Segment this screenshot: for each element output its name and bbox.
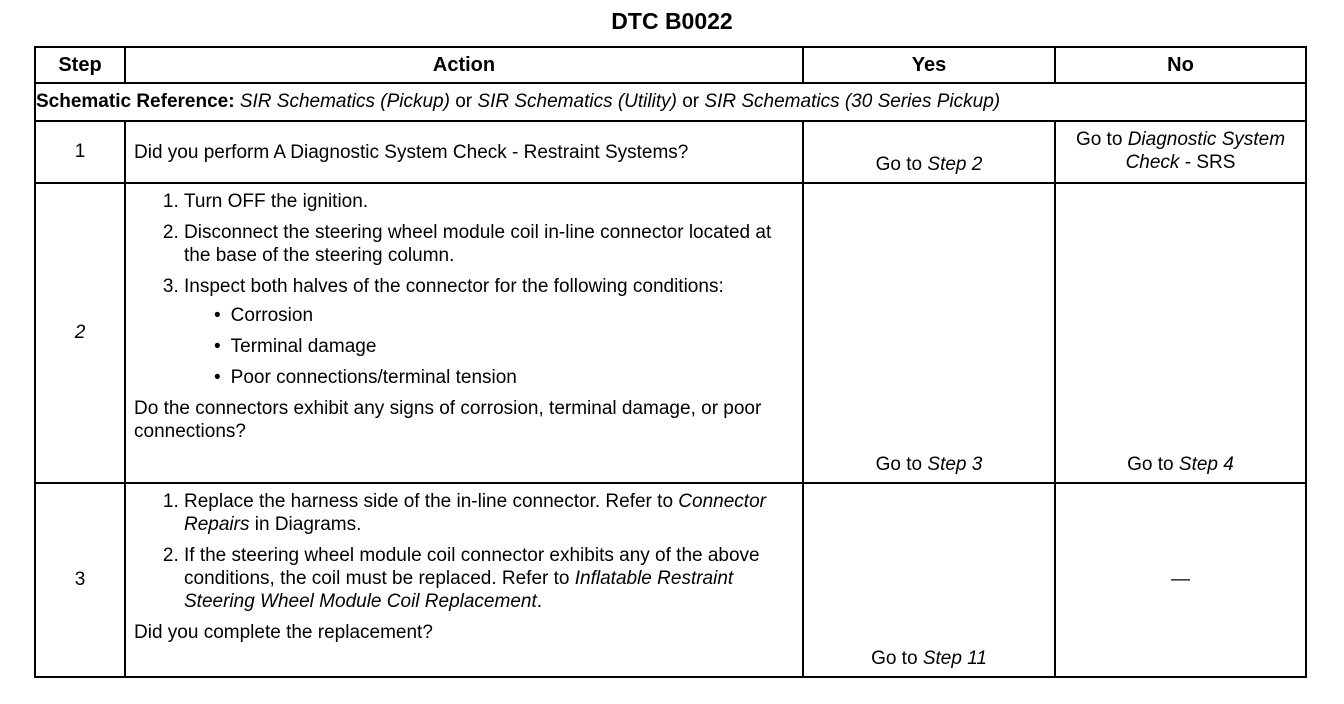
list-item: • Terminal damage: [214, 335, 794, 358]
list-item-text: If the steering wheel module coil connector exhibits any of the above conditions, the coil must be replaced. Refer to: [184, 545, 760, 589]
header-no: No: [1055, 47, 1306, 83]
step-number: 1: [35, 121, 125, 183]
list-item-text: Replace the harness side of the in-line connector. Refer to: [184, 491, 674, 512]
no-target: Step 4: [1178, 454, 1234, 475]
step-question: Do the connectors exhibit any signs of corrosion, terminal damage, or poor connections?: [134, 398, 762, 442]
list-item: 1. Turn OFF the ignition.: [184, 190, 794, 213]
schematic-or: or: [682, 91, 700, 112]
action-list: [134, 190, 794, 389]
reference-link: Connector Repairs: [184, 491, 766, 535]
schematic-reference: [35, 83, 1306, 121]
yes-prefix: Go to: [875, 454, 923, 475]
no-dash: —: [1171, 569, 1190, 590]
yes-cell: [803, 183, 1055, 483]
yes-target: Step 11: [922, 648, 987, 669]
list-item: • Corrosion: [214, 304, 794, 327]
diagnostic-table: [34, 46, 1307, 678]
list-item-text: Inspect both halves of the connector for the following conditions:: [184, 276, 724, 297]
step-number-text: 2: [74, 322, 86, 343]
list-item-tail: in Diagrams.: [254, 514, 362, 535]
page-title: DTC B0022: [611, 8, 733, 34]
step-number: [35, 183, 125, 483]
step-question: Did you perform A Diagnostic System Check - Restraint Systems?: [134, 141, 689, 163]
yes-cell: [803, 121, 1055, 183]
no-cell: [1055, 121, 1306, 183]
list-item: [184, 275, 794, 389]
yes-target: Step 2: [927, 154, 983, 175]
schematic-or: or: [455, 91, 473, 112]
step-number: 3: [35, 483, 125, 677]
schematic-ref-30-series: SIR Schematics (30 Series Pickup): [704, 91, 1001, 112]
header-step: Step: [35, 47, 125, 83]
no-prefix: Go to: [1127, 454, 1174, 475]
yes-target: Step 3: [927, 454, 983, 475]
table-row: [35, 121, 1306, 183]
no-cell: [1055, 183, 1306, 483]
schematic-label: Schematic Reference:: [36, 91, 235, 112]
header-row: [35, 47, 1306, 83]
schematic-ref-pickup: SIR Schematics (Pickup): [239, 91, 450, 112]
no-cell: [1055, 483, 1306, 677]
table-row: [35, 183, 1306, 483]
action-list: [134, 490, 794, 613]
table-row: [35, 483, 1306, 677]
header-action: Action: [125, 47, 803, 83]
yes-prefix: Go to: [871, 648, 918, 669]
action-cell: [125, 483, 803, 677]
list-item-tail: .: [536, 591, 543, 612]
schematic-row: [35, 83, 1306, 121]
action-cell: [125, 121, 803, 183]
no-prefix: Go to: [1075, 129, 1123, 150]
list-item: 2. Disconnect the steering wheel module coil in-line connector located at the base of the steering column.: [184, 221, 794, 267]
list-item: [184, 490, 794, 536]
list-item: [184, 544, 794, 613]
step-question: Did you complete the replacement?: [134, 622, 433, 643]
reference-link: Inflatable Restraint Steering Wheel Module Coil Replacement: [184, 568, 734, 612]
yes-prefix: Go to: [875, 154, 923, 175]
action-cell: [125, 183, 803, 483]
no-suffix: - SRS: [1184, 152, 1236, 173]
header-yes: Yes: [803, 47, 1055, 83]
schematic-ref-utility: SIR Schematics (Utility): [477, 91, 677, 112]
list-item: • Poor connections/terminal tension: [214, 366, 794, 389]
yes-cell: [803, 483, 1055, 677]
no-target: Diagnostic System Check: [1125, 129, 1286, 173]
condition-list: [184, 304, 794, 389]
